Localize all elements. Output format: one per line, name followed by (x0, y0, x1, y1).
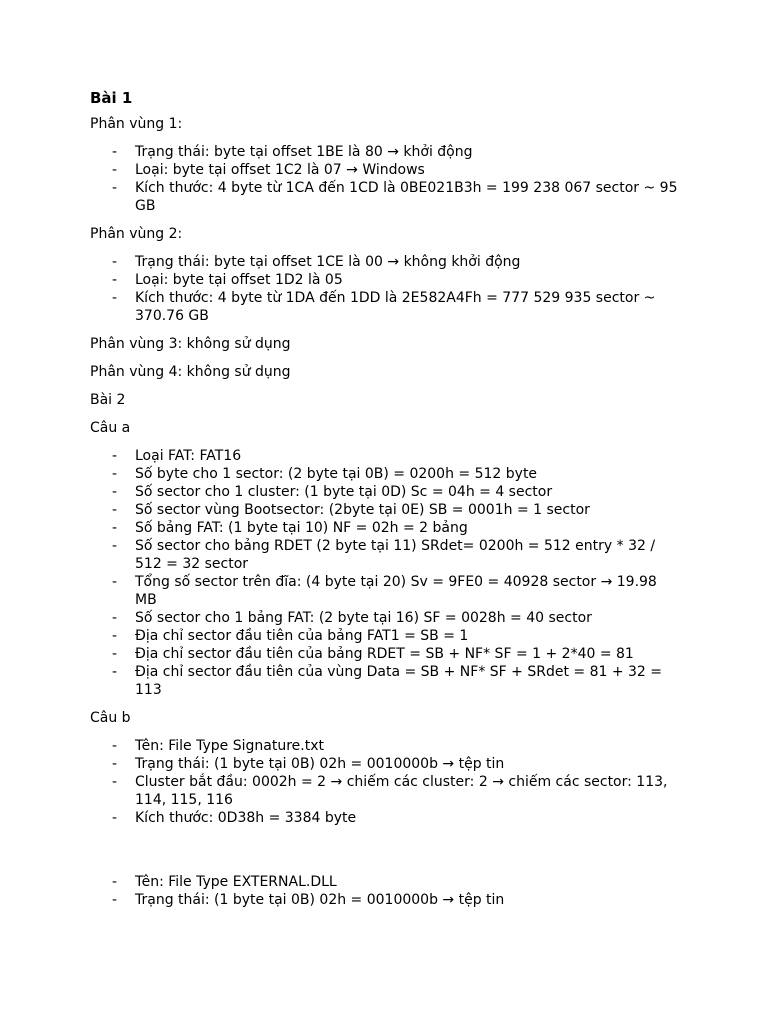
list-item: - Tổng số sector trên đĩa: (4 byte tại 20) Sv = 9FE0 = 40928 sector → 19.98 MB (90, 573, 680, 609)
bai2-heading: Bài 2 (90, 392, 126, 408)
list-item: - Số sector cho bảng RDET (2 byte tại 11) SRdet= 0200h = 512 entry * 32 / 512 = 32 sector (90, 537, 680, 573)
list-item: - Tên: File Type Signature.txt (90, 737, 680, 755)
partition3-text: Phân vùng 3: không sử dụng (90, 336, 291, 352)
list-item: - Cluster bắt đầu: 0002h = 2 → chiếm các cluster: 2 → chiếm các sector: 113, 114, 115, 116 (90, 773, 680, 809)
list-item: - Số byte cho 1 sector: (2 byte tại 0B) = 0200h = 512 byte (90, 465, 680, 483)
list-item: - Tên: File Type EXTERNAL.DLL (90, 873, 680, 891)
cau-b-file2-list (90, 873, 680, 909)
cau-b-heading: Câu b (90, 710, 131, 726)
list-item: - Số bảng FAT: (1 byte tại 10) NF = 02h = 2 bảng (90, 519, 680, 537)
document-title: Bài 1 (90, 89, 133, 107)
partition2-list (90, 253, 680, 325)
list-item: - Kích thước: 4 byte từ 1DA đến 1DD là 2E582A4Fh = 777 529 935 sector ~ 370.76 GB (90, 289, 680, 325)
list-item: - Số sector cho 1 bảng FAT: (2 byte tại 16) SF = 0028h = 40 sector (90, 609, 680, 627)
list-item: - Địa chỉ sector đầu tiên của bảng FAT1 = SB = 1 (90, 627, 680, 645)
partition2-heading: Phân vùng 2: (90, 226, 183, 242)
list-item: - Số sector cho 1 cluster: (1 byte tại 0D) Sc = 04h = 4 sector (90, 483, 680, 501)
list-item: - Trạng thái: (1 byte tại 0B) 02h = 0010000b → tệp tin (90, 755, 680, 773)
list-item: - Kích thước: 0D38h = 3384 byte (90, 809, 680, 827)
document-page (90, 88, 680, 919)
cau-b-file1-list (90, 737, 680, 827)
partition1-heading: Phân vùng 1: (90, 116, 183, 132)
list-item: - Trạng thái: byte tại offset 1BE là 80 → khởi động (90, 143, 680, 161)
cau-a-list (90, 447, 680, 699)
list-item: - Loại: byte tại offset 1C2 là 07 → Windows (90, 161, 680, 179)
blank-space (90, 837, 680, 873)
list-item: - Trạng thái: (1 byte tại 0B) 02h = 0010000b → tệp tin (90, 891, 680, 909)
list-item: - Kích thước: 4 byte từ 1CA đến 1CD là 0BE021B3h = 199 238 067 sector ~ 95 GB (90, 179, 680, 215)
list-item: - Trạng thái: byte tại offset 1CE là 00 → không khởi động (90, 253, 680, 271)
list-item: - Loại: byte tại offset 1D2 là 05 (90, 271, 680, 289)
partition1-list (90, 143, 680, 215)
list-item: - Địa chỉ sector đầu tiên của vùng Data = SB + NF* SF + SRdet = 81 + 32 = 113 (90, 663, 680, 699)
list-item: - Loại FAT: FAT16 (90, 447, 680, 465)
cau-a-heading: Câu a (90, 420, 131, 436)
list-item: - Địa chỉ sector đầu tiên của bảng RDET = SB + NF* SF = 1 + 2*40 = 81 (90, 645, 680, 663)
partition4-text: Phân vùng 4: không sử dụng (90, 364, 291, 380)
list-item: - Số sector vùng Bootsector: (2byte tại 0E) SB = 0001h = 1 sector (90, 501, 680, 519)
